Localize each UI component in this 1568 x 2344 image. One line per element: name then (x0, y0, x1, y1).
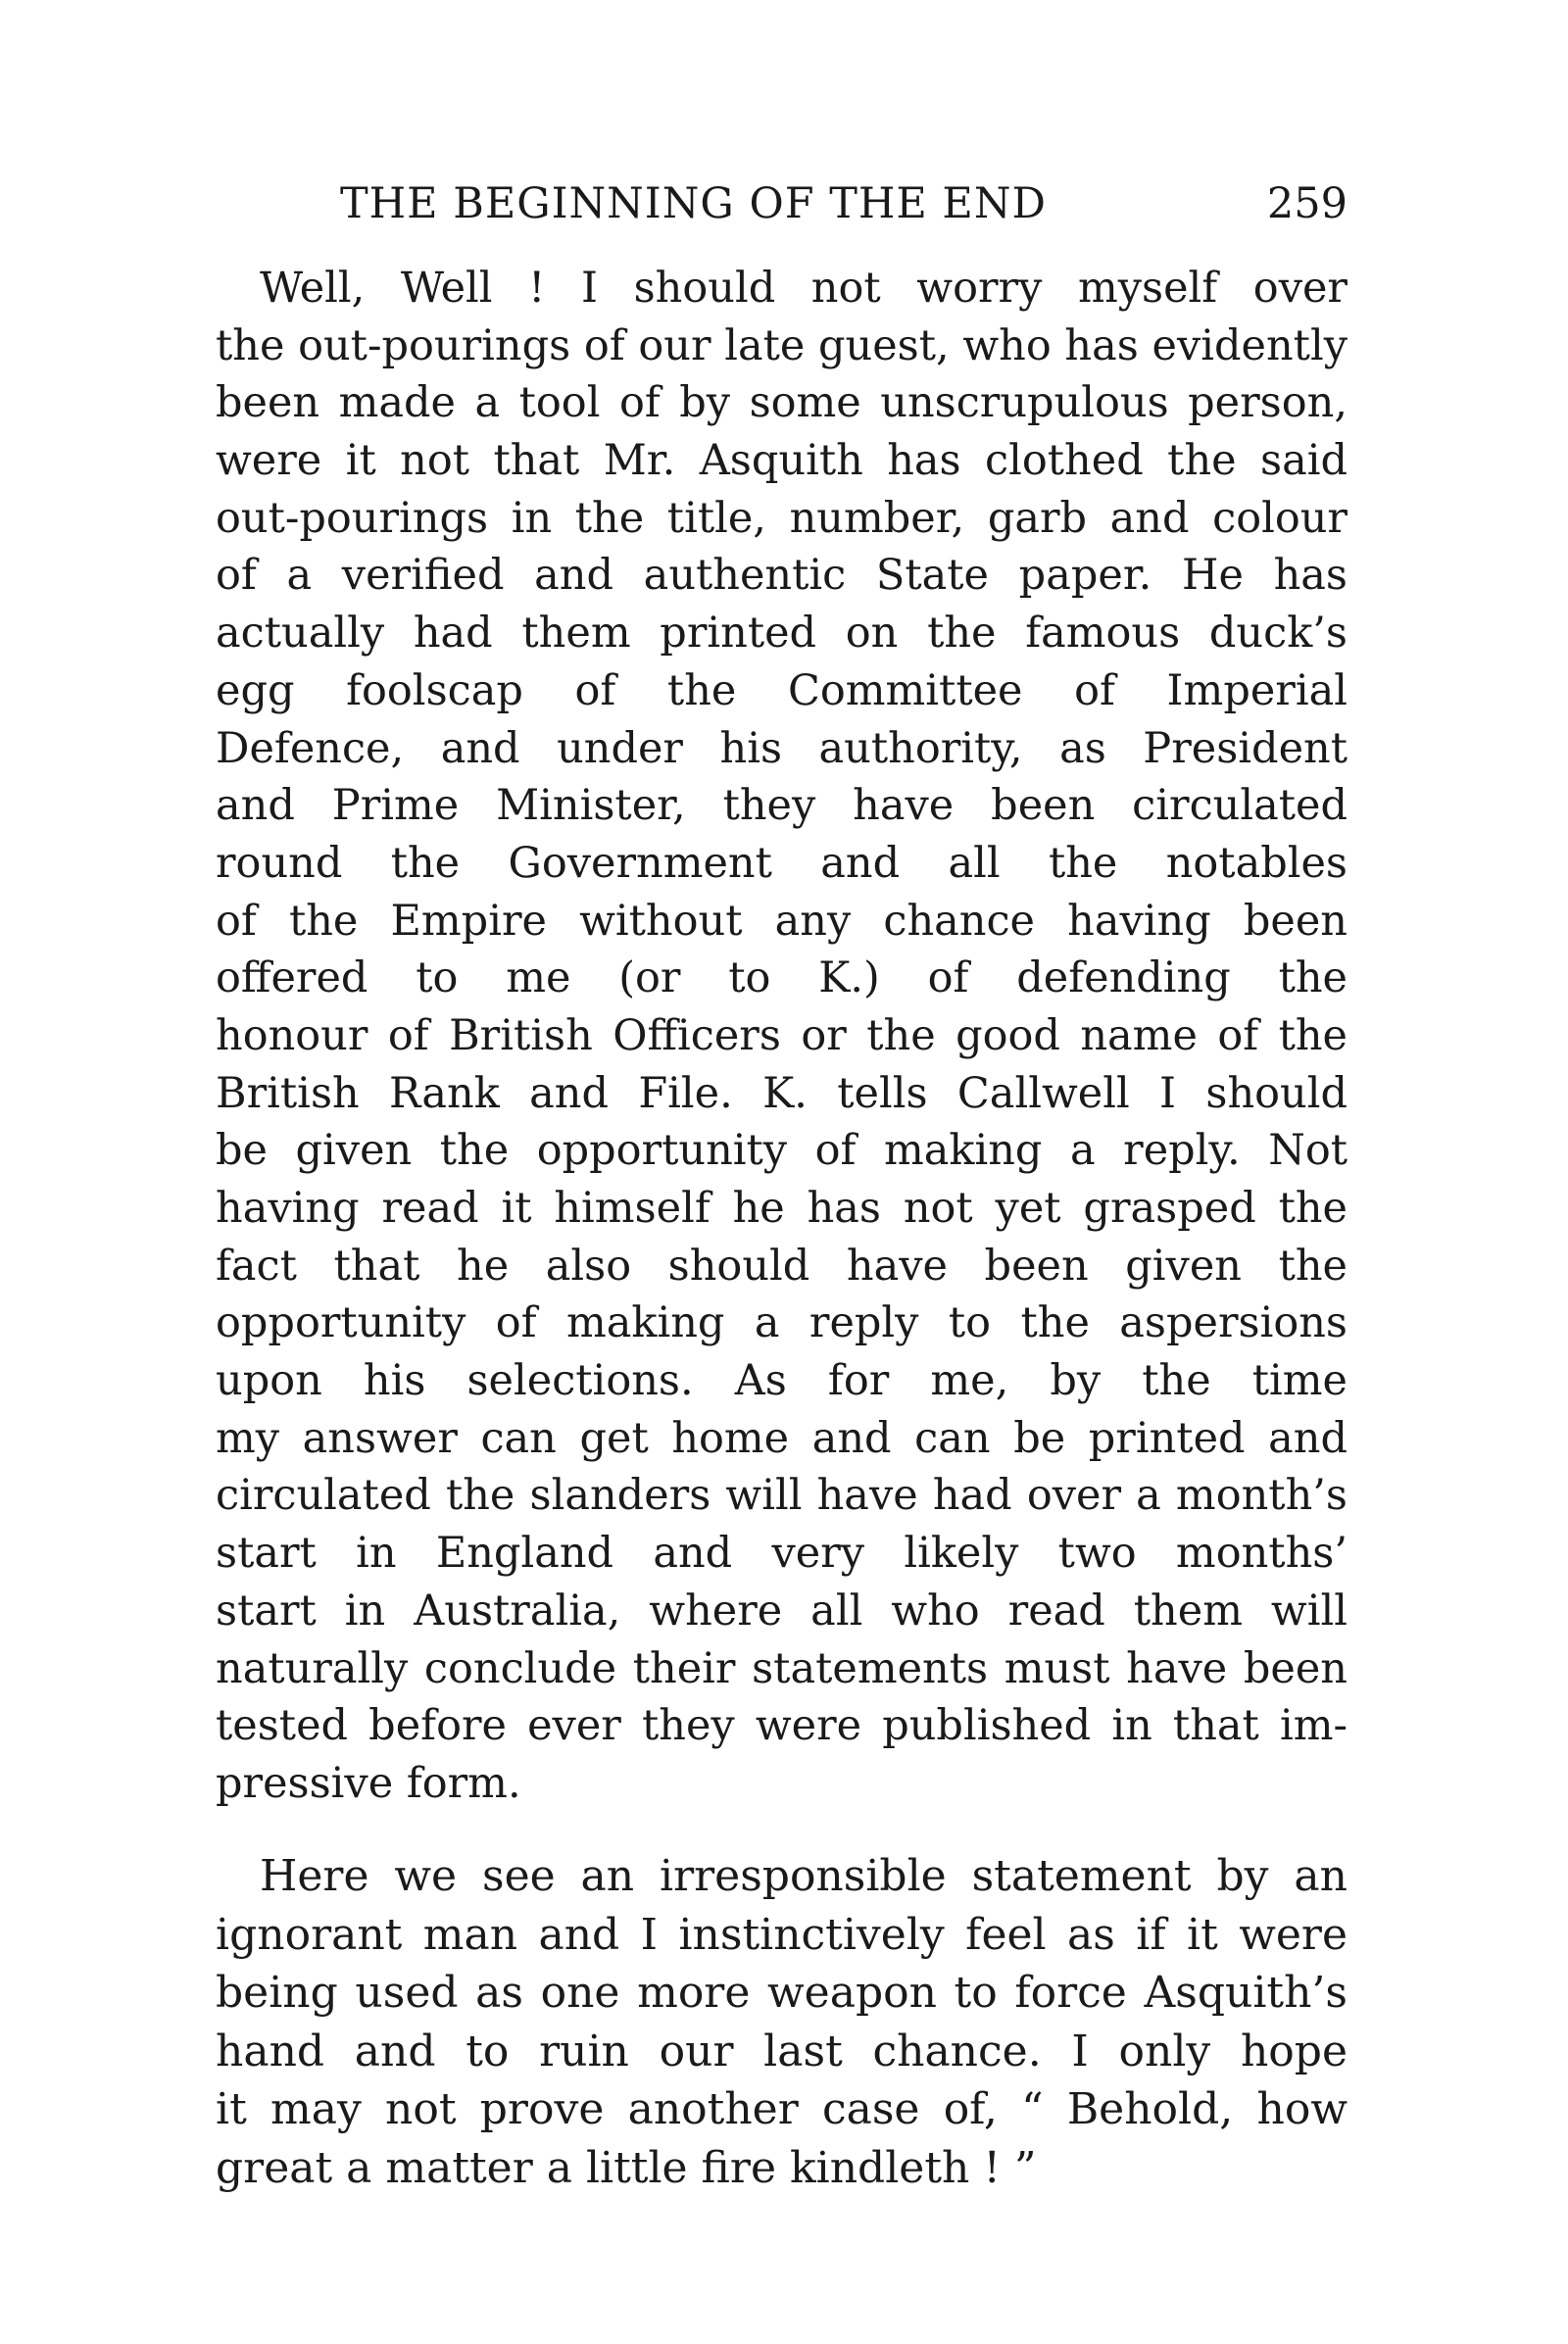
text-line: of the Empire without any chance having been (216, 896, 1348, 946)
text-line: naturally conclude their statements must have been (216, 1643, 1348, 1693)
text-line: having read it himself he has not yet grasped the (216, 1184, 1348, 1233)
text-line: start in England and very likely two months’ (216, 1529, 1348, 1579)
text-line: egg foolscap of the Committee of Imperial (216, 665, 1348, 715)
running-head (328, 174, 1348, 233)
text-line: the out-pourings of our late guest, who has evidently (216, 320, 1348, 370)
text-line: Defence, and under his authority, as President (216, 723, 1348, 773)
text-line: my answer can get home and can be printed and (216, 1413, 1348, 1463)
running-title: THE BEGINNING OF THE END (340, 179, 1047, 228)
text-line: tested before ever they were published in that im- (216, 1701, 1348, 1751)
text-line: it may not prove another case of, “ Behold, how (216, 2084, 1348, 2134)
text-line: offered to me (or to K.) of defending the (216, 953, 1348, 1003)
text-line: Here we see an irresponsible statement by an (260, 1851, 1348, 1901)
text-line: pressive form. (216, 1758, 521, 1808)
text-line: great a matter a little fire kindleth ! ” (216, 2142, 1037, 2193)
text-line: ignorant man and I instinctively feel as if it were (216, 1909, 1348, 1960)
text-line: and Prime Minister, they have been circulated (216, 781, 1348, 831)
body-paragraph (216, 1847, 1348, 2197)
text-line: being used as one more weapon to force Asquith’s (216, 1968, 1348, 2018)
quoted-passage (216, 260, 1348, 1813)
text-line: Well, Well ! I should not worry myself over (260, 264, 1348, 313)
text-line: start in Australia, where all who read them will (216, 1586, 1348, 1636)
text-line: be given the opportunity of making a reply. Not (216, 1126, 1348, 1176)
text-line: actually had them printed on the famous duck’s (216, 609, 1348, 659)
page-number: 259 (1266, 179, 1348, 228)
text-line: circulated the slanders will have had over a month’s (216, 1471, 1348, 1521)
text-line: opportunity of making a reply to the aspersions (216, 1298, 1348, 1348)
text-line: out-pourings in the title, number, garb and colour (216, 493, 1348, 543)
text-line: British Rank and File. K. tells Callwell I should (216, 1068, 1348, 1118)
text-line: fact that he also should have been given the (216, 1241, 1348, 1291)
text-line: of a verified and authentic State paper. He has (216, 551, 1348, 601)
text-line: were it not that Mr. Asquith has clothed the said (216, 436, 1348, 486)
text-line: honour of British Officers or the good name of the (216, 1010, 1348, 1060)
text-line: round the Government and all the notables (216, 838, 1348, 888)
text-line: hand and to ruin our last chance. I only hope (216, 2026, 1348, 2076)
text-line: been made a tool of by some unscrupulous person, (216, 378, 1348, 428)
text-line: upon his selections. As for me, by the time (216, 1356, 1348, 1406)
